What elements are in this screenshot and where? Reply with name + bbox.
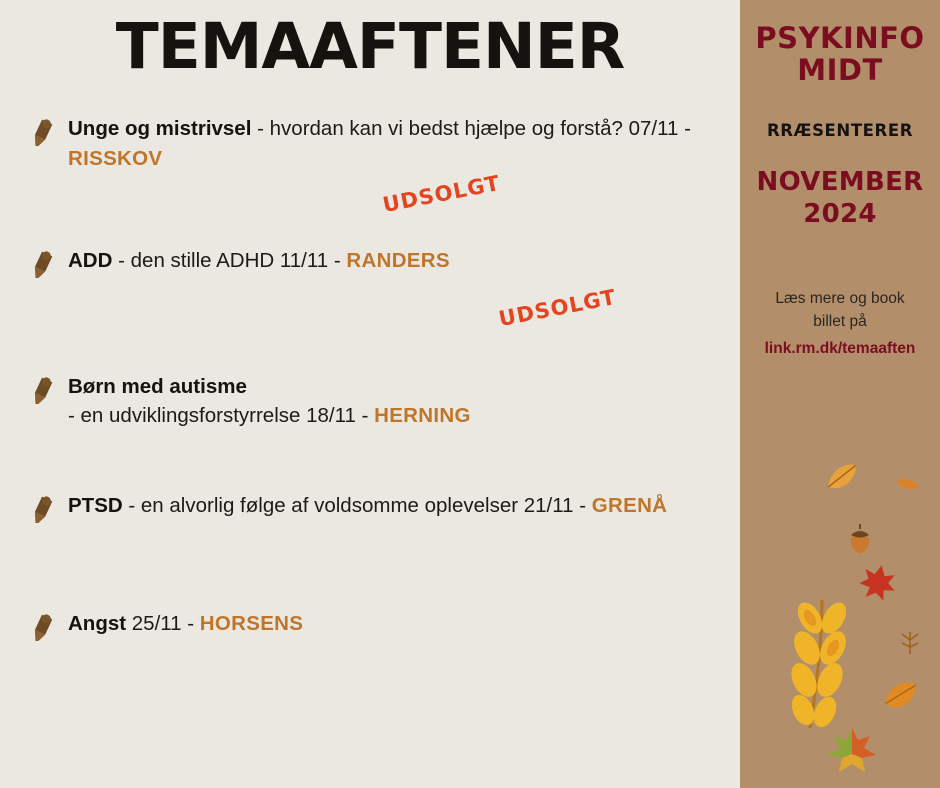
autumn-leaves-decoration <box>740 440 940 788</box>
event-text <box>68 609 720 639</box>
event-title: Unge og mistrivsel <box>68 117 252 141</box>
brand-line-1: PSYKINFO <box>755 21 925 55</box>
pushpin-icon <box>28 116 58 146</box>
event-description: - en alvorlig følge af voldsomme oplevelser 21/11 - <box>122 494 592 518</box>
readmore-text <box>740 287 940 361</box>
event-list <box>0 114 740 665</box>
pushpin-icon <box>28 374 58 404</box>
leaf-icon <box>895 474 919 494</box>
month-year <box>740 166 940 231</box>
leaf-icon <box>882 680 921 710</box>
brand-name <box>740 0 940 87</box>
event-text <box>68 372 720 431</box>
event-description: - hvordan kan vi bedst hjælpe og forstå? 07/11 - <box>251 117 691 141</box>
readmore-line-2: billet på <box>813 313 867 331</box>
event-location: GRENÅ <box>591 494 668 518</box>
event-location: RISSKOV <box>68 146 163 170</box>
event-location: RANDERS <box>346 248 450 272</box>
acorn-icon <box>851 524 869 553</box>
readmore-line-1: Læs mere og book <box>775 289 905 307</box>
event-title: Angst <box>68 612 127 636</box>
event-location: HERNING <box>374 404 471 428</box>
event-description: - den stille ADHD 11/11 - <box>112 248 347 272</box>
event-text <box>68 491 720 521</box>
status-badge: UDSOLGT <box>496 284 619 332</box>
leaf-icon <box>902 632 918 654</box>
month-label: NOVEMBER <box>756 166 924 197</box>
event-text <box>68 246 720 276</box>
event-text <box>68 114 720 173</box>
list-item <box>0 246 740 302</box>
event-title: Børn med autisme <box>68 374 247 398</box>
list-item <box>0 609 740 665</box>
leaf-icon <box>786 598 851 730</box>
pushpin-icon <box>28 611 58 641</box>
pushpin-icon <box>28 493 58 523</box>
status-badge: UDSOLGT <box>380 170 503 218</box>
poster-sidebar <box>740 0 940 788</box>
event-description: 25/11 - <box>126 612 200 636</box>
presents-label: RRÆSENTERER <box>766 120 914 140</box>
leaf-icon <box>823 461 862 492</box>
list-item <box>0 491 740 547</box>
page-title: TEMAAFTENER <box>115 10 625 83</box>
leaf-icon <box>828 728 876 772</box>
leaf-icon <box>857 562 899 603</box>
year-label: 2024 <box>803 199 877 230</box>
booking-link[interactable]: link.rm.dk/temaaften <box>764 340 916 358</box>
pushpin-icon <box>28 248 58 278</box>
list-item <box>0 372 740 431</box>
event-location: HORSENS <box>199 612 304 636</box>
event-title: PTSD <box>68 494 123 518</box>
brand-line-2: MIDT <box>797 53 883 88</box>
list-item <box>0 114 740 173</box>
event-title: ADD <box>68 248 113 272</box>
event-description: - en udviklingsforstyrrelse 18/11 - <box>68 404 375 428</box>
